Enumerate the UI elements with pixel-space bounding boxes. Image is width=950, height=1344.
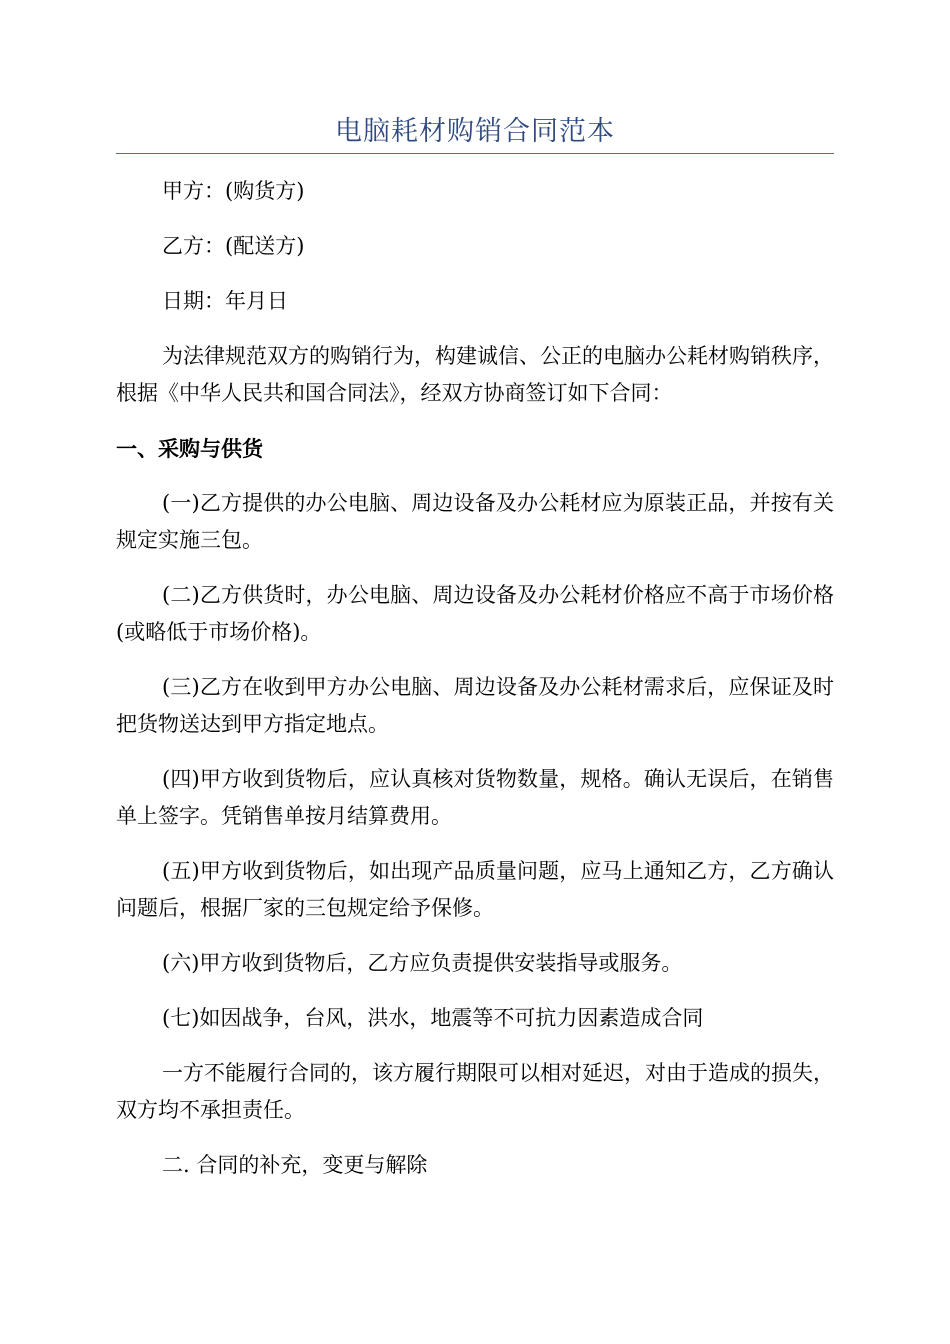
document-body — [116, 173, 834, 1184]
section-2-heading: 二. 合同的补充，变更与解除 — [162, 1153, 428, 1177]
clause-5: (五)甲方收到货物后，如出现产品质量问题，应马上通知乙方，乙方确认问题后，根据厂家的三包规定给予保修。 — [116, 859, 834, 920]
clause-4: (四)甲方收到货物后，应认真核对货物数量，规格。确认无误后，在销售单上签字。凭销售单按月结算费用。 — [116, 767, 834, 828]
intro-paragraph: 为法律规范双方的购销行为，构建诚信、公正的电脑办公耗材购销秩序，根据《中华人民共和国合同法》，经双方协商签订如下合同： — [116, 344, 834, 405]
date-line: 日期：年月日 — [162, 289, 288, 313]
document-title: 电脑耗材购销合同范本 — [335, 116, 615, 147]
title-underline — [116, 153, 834, 154]
section-1-heading: 一、采购与供货 — [116, 436, 263, 461]
clause-3: (三)乙方在收到甲方办公电脑、周边设备及办公耗材需求后，应保证及时把货物送达到甲方指定地点。 — [116, 675, 834, 736]
party-b-line: 乙方：(配送方) — [162, 234, 305, 258]
clause-1: (一)乙方提供的办公电脑、周边设备及办公耗材应为原装正品，并按有关规定实施三包。 — [116, 491, 834, 552]
clause-7: (七)如因战争，台风，洪水，地震等不可抗力因素造成合同 — [162, 1006, 704, 1030]
clause-7-continuation: 一方不能履行合同的，该方履行期限可以相对延迟，对由于造成的损失，双方均不承担责任。 — [116, 1061, 834, 1122]
party-a-line: 甲方：(购货方) — [162, 179, 305, 203]
clause-2: (二)乙方供货时，办公电脑、周边设备及办公耗材价格应不高于市场价格(或略低于市场价格)。 — [116, 583, 834, 644]
clause-6: (六)甲方收到货物后，乙方应负责提供安装指导或服务。 — [162, 951, 683, 975]
